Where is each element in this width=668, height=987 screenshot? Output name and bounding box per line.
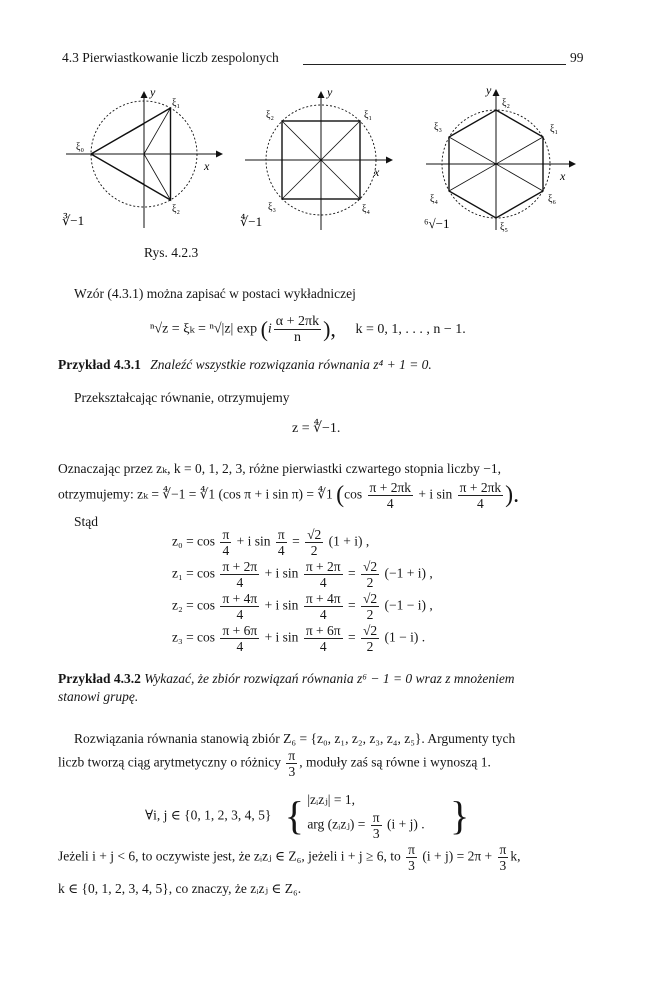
- equation-z-fourth-root: z = ∜−1.: [292, 421, 341, 436]
- panel2-y-label: y: [327, 85, 333, 99]
- equation-row: z₀ = cos $\frac{\pi}{4}$ + i sin $\frac{\pi}{4}$ = $\frac{√2}{2}$ (1 + i) ,: [172, 527, 370, 558]
- system-group-conditions: ∀i, j ∈ {0, 1, 2, 3, 4, 5} { |zᵢzⱼ| = 1, arg (zᵢzⱼ) = $\frac{\pi}{3}$ (i + j) . }: [145, 792, 470, 841]
- paragraph-notation-line1: Oznaczając przez zₖ, k = 0, 1, 2, 3, różne pierwiastki czwartego stopnia liczby −1,: [58, 461, 501, 476]
- panel1-label-xi1: ξ₁: [172, 98, 180, 109]
- panel-cube-roots: [66, 92, 222, 228]
- equation-row: z₁ = cos $\frac{\pi + 2\pi}{4}$ + i sin $\frac{\pi + 2\pi}{4}$ = $\frac{√2}{2}$ (−1 + i) ,: [172, 559, 433, 590]
- figure-roots-of-minus-one: [0, 80, 668, 260]
- panel1-label-xi0: ξ₀: [76, 142, 84, 153]
- panel-sixth-roots: [426, 90, 575, 230]
- equation-row: z₃ = cos $\frac{\pi + 6\pi}{4}$ + i sin $\frac{\pi + 6\pi}{4}$ = $\frac{√2}{2}$ (1 − i) .: [172, 623, 426, 654]
- frac-p3-b: $\frac{\pi + 2\pi k}{4}$: [459, 480, 502, 511]
- panel2-root-label: ∜−1: [240, 214, 263, 229]
- paragraph-solution-set-line1: Rozwiązania równania stanowią zbiór Z₆ = {z₀, z₁, z₂, z₃, z₄, z₅}. Argumenty tych: [74, 731, 516, 746]
- paragraph-closure-line1: Jeżeli i + j < 6, to oczywiste jest, że zᵢzⱼ ∈ Z₆, jeżeli i + j ≥ 6, to $\frac{\pi}{3}$ (i + j) = 2π + $\frac{\pi}{3}$ k,: [58, 842, 521, 873]
- panel1-label-xi2: ξ₂: [172, 204, 180, 215]
- paragraph-solution-set-line2: liczb tworzą ciąg arytmetyczny o różnicy $\frac{\pi}{3}$ , moduły zaś są równe i wynoszą 1.: [58, 748, 491, 779]
- panel3-label-xi2: ξ₂: [502, 98, 510, 109]
- panel1-y-label: y: [150, 85, 156, 99]
- paragraph-transform: Przekształcając równanie, otrzymujemy: [74, 390, 290, 405]
- panel1-root-label: ∛−1: [62, 213, 85, 228]
- panel1-x-label: x: [204, 159, 210, 173]
- panel2-label-xi1: ξ₁: [364, 110, 372, 121]
- panel3-label-xi1: ξ₁: [550, 124, 558, 135]
- header-rule: [303, 64, 566, 65]
- frac-eq1: $\frac{\alpha + 2\pi k}{n}$: [275, 314, 320, 345]
- panel2-label-xi2: ξ₂: [266, 110, 274, 121]
- word-stad: Stąd: [74, 514, 99, 529]
- panel2-label-xi4: ξ₄: [362, 204, 370, 215]
- paragraph-closure-line2: k ∈ {0, 1, 2, 3, 4, 5}, co znaczy, że zᵢzⱼ ∈ Z₆.: [58, 881, 302, 896]
- panel3-label-xi3: ξ₃: [434, 122, 442, 133]
- figure-caption: Rys. 4.2.3: [144, 245, 199, 260]
- running-header: 4.3 Pierwiastkowanie liczb zespolonych: [62, 50, 279, 65]
- frac-p3-a: $\frac{\pi + 2\pi k}{4}$: [369, 480, 412, 511]
- panel2-label-xi3: ξ₃: [268, 202, 276, 213]
- paragraph-notation-line2: otrzymujemy: zₖ = ∜−1 = ∜1 (cos π + i sin π) = ∜1 (cos $\frac{\pi + 2\pi k}{4}$ + i sin $\frac{\pi + 2\pi k}{4}$ ).: [58, 480, 520, 511]
- panel2-x-label: x: [374, 165, 380, 179]
- example-4-3-1: Przykład 4.3.1 Znaleźć wszystkie rozwiązania równania z⁴ + 1 = 0.: [58, 357, 432, 372]
- panel3-x-label: x: [560, 169, 566, 183]
- equation-exponential-root: ⁿ√z = ξₖ = ⁿ√|z| exp (i $\frac{\alpha + 2\pi k}{n}$ ), k = 0, 1, . . . , n − 1.: [150, 314, 466, 345]
- panel3-label-xi6: ξ₆: [548, 194, 556, 205]
- example-4-3-2: Przykład 4.3.2 Wykazać, że zbiór rozwiązań równania z⁶ − 1 = 0 wraz z mnożeniem stanowi grupę.: [58, 671, 515, 704]
- page-number: 99: [570, 50, 584, 65]
- equations-z-list: [172, 527, 433, 655]
- panel3-label-xi4: ξ₄: [430, 194, 438, 205]
- figure-svg: [0, 80, 668, 260]
- panel3-y-label: y: [486, 83, 492, 97]
- panel3-label-xi5: ξ₅: [500, 222, 508, 233]
- paragraph-exponential-form: Wzór (4.3.1) można zapisać w postaci wykładniczej: [74, 286, 356, 301]
- equation-row: z₂ = cos $\frac{\pi + 4\pi}{4}$ + i sin $\frac{\pi + 4\pi}{4}$ = $\frac{√2}{2}$ (−1 − i) ,: [172, 591, 433, 622]
- panel3-root-label: ⁶√−1: [424, 216, 450, 231]
